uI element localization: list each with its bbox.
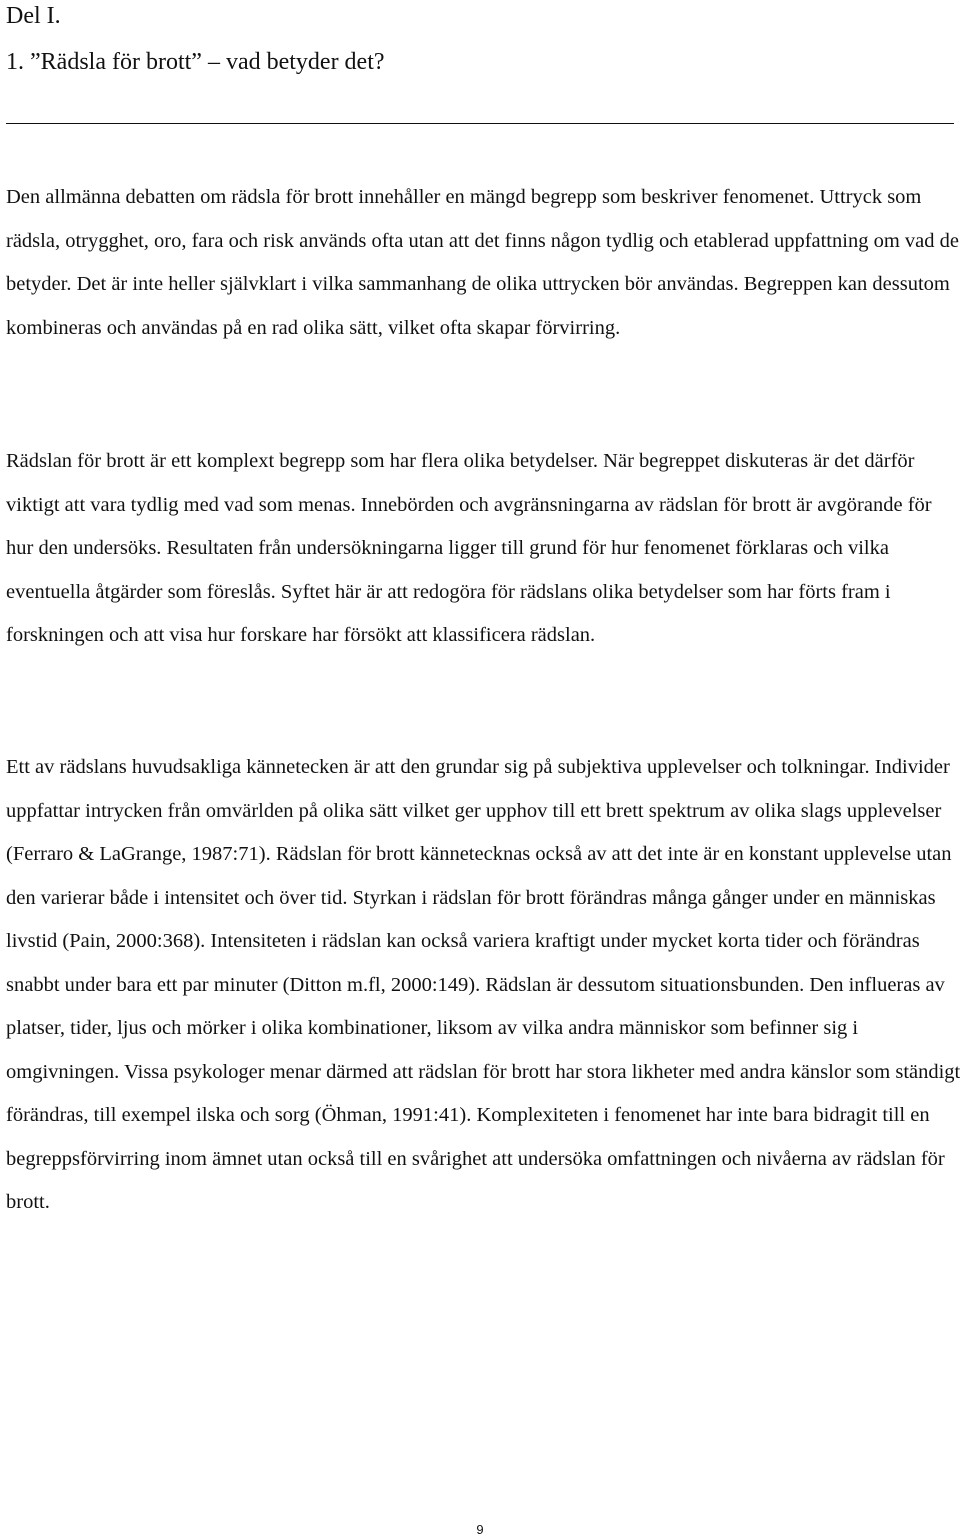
page-number: 9 — [476, 1522, 484, 1537]
paragraph-complexity: Rädslan för brott är ett komplext begrepp som har flera olika betydelser. När begreppet diskuteras är det därför viktigt att vara tydlig med vad som menas. Innebörden och avgränsningarna av rädslan för brott är avgörande för hur den undersöks. Resultaten från undersökningarna ligger till grund för hur fenomenet förklaras och vilka eventuella åtgärder som föreslås. Syftet här är att redogöra för rädslans olika betydelser som har förts fram i forskningen och att visa hur forskare har försökt att klassificera rädslan. — [6, 450, 932, 646]
paragraph-intro: Den allmänna debatten om rädsla för brott innehåller en mängd begrepp som beskriver fenomenet. Uttryck som rädsla, otrygghet, oro, fara och risk används ofta utan att det finns någon tydlig och etablerad uppfattning om vad de betyder. Det är inte heller självklart i vilka sammanhang de olika uttrycken bör användas. Begreppen kan dessutom kombineras och användas på en rad olika sätt, vilket ofta skapar förvirring. — [6, 186, 959, 339]
paragraph-subjectivity: Ett av rädslans huvudsakliga kännetecken är att den grundar sig på subjektiva upplevelser och tolkningar. Individer uppfattar intrycken från omvärlden på olika sätt vilket ger upphov till ett brett spektrum av olika slags upplevelser (Ferraro & LaGrange, 1987:71). Rädslan för brott kännetecknas också av att det inte är en konstant upplevelse utan den varierar både i intensitet och över tid. Styrkan i rädslan för brott förändras många gånger under en människas livstid (Pain, 2000:368). Intensiteten i rädslan kan också variera kraftigt under mycket korta tider och förändras snabbt under bara ett par minuter (Ditton m.fl, 2000:149). Rädslan är dessutom situationsbunden. Den influeras av platser, tider, ljus och mörker i olika kombinationer, liksom av vilka andra människor som befinner sig i omgivningen. Vissa psykologer menar därmed att rädslan för brott har stora likheter med andra känslor som ständigt förändras, till exempel ilska och sorg (Öhman, 1991:41). Komplexiteten i fenomenet har inte bara bidragit till en begreppsförvirring inom ämnet utan också till en svårighet att undersöka omfattningen och nivåerna av rädslan för brott. — [6, 756, 960, 1213]
heading-divider — [6, 123, 954, 124]
chapter-heading: 1. ”Rädsla för brott” – vad betyder det? — [6, 49, 385, 75]
part-title: Del I. — [6, 3, 61, 29]
